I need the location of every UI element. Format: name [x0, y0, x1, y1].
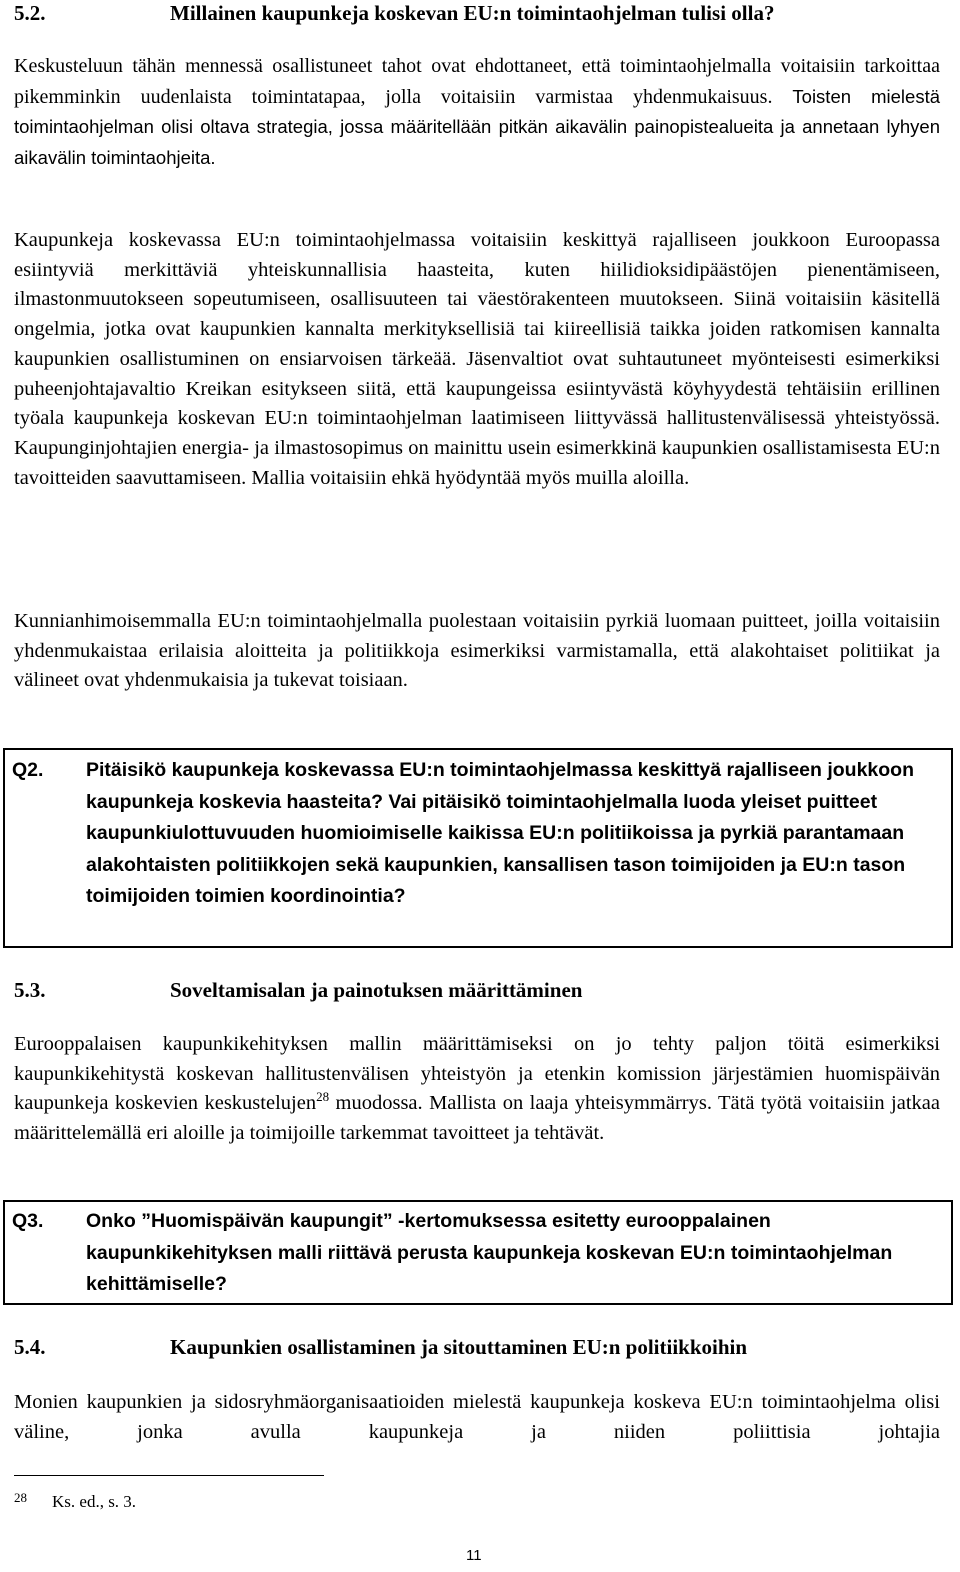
paragraph-5-4-1: Monien kaupunkien ja sidosryhmäorganisaatioiden mielestä kaupunkeja koskeva EU:n toimintaohjelma olisi väline, jonka avulla kaupunkeja ja niiden poliittisia johtajia	[14, 1391, 940, 1443]
question-text: Pitäisikö kaupunkeja koskevassa EU:n toimintaohjelmassa keskittyä rajalliseen joukkoon kaupunkeja koskevia haasteita? Vai pitäisikö toimintaohjelmalla luoda yleiset puitteet kaupunkiulottuvuuden huomioimiselle kaikissa EU:n politiikoissa ja pyrkiä parantamaan alakohtaisten politiikkojen sekä kaupunkien, kansallisen tason toimijoiden ja EU:n tason toimijoiden toimien koordinointia?	[86, 759, 915, 907]
section-number: 5.3.	[14, 978, 46, 1002]
paragraph-text-sans: Toisten mielestä toimintaohjelman olisi oltava strategia, jossa määritellään pitkän aikavälin painopistealueita ja annetaan lyhyen aikavälin toimintaohjeita.	[14, 85, 940, 169]
paragraph-5-2-2: Kaupunkeja koskevassa EU:n toimintaohjelmassa voitaisiin keskittyä rajalliseen joukkoon Euroopassa esiintyviä merkittäviä yhteiskunnallisia haasteita, kuten hiilidioksidipäästöjen pienentämiseen, ilmastonmuutokseen sopeutumiseen, osallisuuteen tai väestörakenteen muutokseen. Siinä voitaisiin käsitellä ongelmia, jotka ovat kaupunkien kannalta merkityksellisiä tai kiireellisiä taikka joiden ratkomisen kannalta kaupunkien osallistuminen on ensiarvoisen tärkeää. Jäsenvaltiot ovat suhtautuneet myönteisesti esimerkiksi puheenjohtajavaltio Kreikan esitykseen siitä, että kaupungeissa esiintyvästä köyhyydestä tehtäisiin erillinen työala kaupunkeja koskevan EU:n toimintaohjelman laatimiseen liittyvässä hallitustenvälisessä yhteistyössä. Kaupunginjohtajien energia- ja ilmastosopimus on mainittu usein esimerkkinä kaupunkien osallistamisesta EU:n tavoitteiden saavuttamiseen. Mallia voitaisiin ehkä hyödyntää myös muilla aloilla.	[14, 229, 940, 489]
paragraph-5-2-3: Kunnianhimoisemmalla EU:n toimintaohjelmalla puolestaan voitaisiin pyrkiä luomaan puitteet, joilla voitaisiin yhdenmukaistaa erilaisia aloitteita ja politiikkoja esimerkiksi varmistamalla, että alakohtaiset politiikat ja välineet ovat yhdenmukaisia ja tukevat toisiaan.	[14, 610, 940, 692]
footnote-reference[interactable]: 28	[316, 1089, 330, 1105]
section-title: Millainen kaupunkeja koskevan EU:n toimintaohjelman tulisi olla?	[170, 1, 775, 25]
question-label: Q3.	[12, 1210, 44, 1232]
question-text: Onko ”Huomispäivän kaupungit” -kertomuksessa esitetty eurooppalainen kaupunkikehityksen malli riittävä perusta kaupunkeja koskevan EU:n toimintaohjelman kehittämiselle?	[86, 1210, 893, 1295]
paragraph-text: Keskusteluun tähän mennessä osallistuneet tahot ovat ehdottaneet, että toimintaohjelmalla voitaisiin tarkoittaa pikemminkin uudenlaista toimintatapaa, jolla voitaisiin varmistaa yhdenmukaisuus.	[14, 55, 940, 108]
question-label: Q2.	[12, 759, 44, 781]
section-number: 5.4.	[14, 1335, 46, 1359]
footnote-separator	[14, 1475, 324, 1476]
section-title: Kaupunkien osallistaminen ja sitouttaminen EU:n politiikkoihin	[170, 1335, 748, 1359]
paragraph-5-3-1	[14, 1030, 940, 1149]
section-number: 5.2.	[14, 1, 46, 25]
paragraph-text: muodossa. Mallista on laaja yhteisymmärrys. Tätä työtä voitaisiin jatkaa määrittelemällä eri aloille ja toimijoille tarkemmat tavoitteet ja tehtävät.	[14, 1092, 940, 1145]
section-title: Soveltamisalan ja painotuksen määrittäminen	[170, 978, 583, 1002]
paragraph-text: Eurooppalaisen kaupunkikehityksen mallin määrittämiseksi on jo tehty paljon töitä esimerkiksi kaupunkikehitystä koskevan hallitustenvälisen yhteistyön ja etenkin komission järjestämien huomispäivän kaupunkeja koskevien keskustelujen	[14, 1033, 940, 1115]
paragraph-5-2-1	[14, 52, 940, 174]
footnote-mark: 28	[14, 1490, 27, 1505]
page-number: 11	[466, 1547, 482, 1564]
footnote-text: Ks. ed., s. 3.	[52, 1492, 137, 1511]
